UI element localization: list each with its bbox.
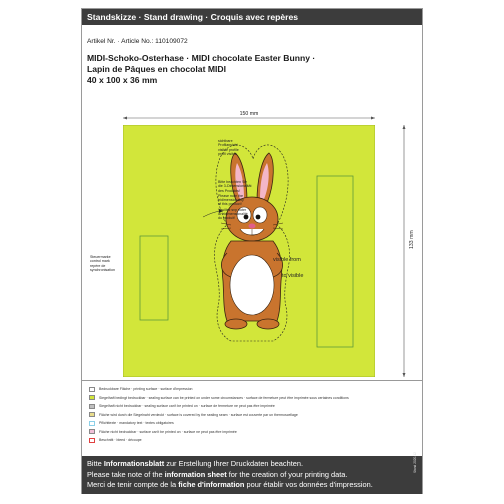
legend-swatch [89,395,95,400]
tridimensionality-note [218,180,262,221]
footer-line-fr [87,480,417,491]
width-dimension [123,111,375,121]
product-dimensions: 40 x 100 x 36 mm [87,75,158,85]
product-titles [87,53,315,86]
right-foot [257,319,279,329]
footer-bar [82,456,422,494]
legend-text: Fläche nicht bedruckbar · surface can't be printed on · surface ne peut pas être imprimée [99,429,237,434]
legend-item [89,385,419,394]
footer-text: Bitte [87,459,104,468]
profile-note-l2: Profilansicht [218,143,238,148]
footer-text: zur Erstellung Ihrer Druckdaten beachten. [164,459,304,468]
legend-swatch [89,412,95,417]
warning-note-l1: Bitte beachten Sie [218,180,248,184]
print-area [123,125,375,377]
footer-text: Please take note of the [87,469,165,479]
footer-text: for the creation of your printing data. [226,469,348,479]
warning-note-l4: Please note the [218,193,243,198]
footer-text: pour établir vos données d'impression. [244,480,373,489]
legend-swatch [89,387,95,392]
control-mark-label-en: control mark [90,259,110,264]
legend-item [89,436,419,445]
legend-item [89,419,419,428]
profile-note [218,139,258,156]
article-number: Artikel Nr. · Article No.: 110109072 [87,38,188,45]
bunny-belly [230,255,274,315]
footer-bold: fiche d'information [178,480,245,489]
warning-note-l3: des Produkts! [218,188,240,193]
warning-note-l5: tridimensionality [218,198,244,203]
legend-swatch [89,421,95,426]
warning-note-l8: la tridimensionalité [218,212,248,217]
legend-swatch [89,429,95,434]
front-visible-label: visible from [273,257,301,263]
control-mark-label-fr1: repère de [90,263,106,268]
legend-text: Bedruckbare Fläche · printing surface · surface d'impression [99,387,193,392]
stand-drawing-sheet [81,8,423,494]
bunny-nose [249,224,256,229]
legend-swatch [89,404,95,409]
control-mark-label-de: Steuermarke [90,255,111,259]
legend [89,385,419,445]
footer-bold: information sheet [164,469,227,479]
legend-text: Siegelhaft nicht bedruckbar · sealing surface can't be printed on · surface de fermeture ne peut pas être imprimée [99,404,275,409]
profile-note-l1: sichtbare [218,139,233,143]
warning-note-l7: Veuillez svp noter [218,207,247,212]
legend-text: Siegelhaft bedingt bedruckbar · sealing surface can be printed on under some circumstances · surface de fermeture peut être imprimée sous certaines conditions [99,395,349,400]
legend-item [89,411,419,420]
profile-note-l4: profil visible [218,151,237,156]
legend-text: Beschnitt · bleed · découpe [99,438,142,443]
footer-bold: Informationsblatt [103,459,165,468]
control-mark-label-fr2: synchronisation [90,267,115,272]
footer-text: Merci de tenir compte de la [87,480,179,489]
height-dimension-line [400,125,408,377]
legend-item [89,394,419,403]
footer-line-en [87,470,417,481]
stand-date: Stand 2020-12 [413,452,417,473]
footer-line-de [87,459,417,470]
legend-divider [82,380,422,381]
legend-item [89,428,419,437]
left-foot [225,319,247,329]
legend-swatch [89,438,95,443]
profile-note-l3: visible profile [218,147,239,152]
legend-item [89,402,419,411]
warning-note-l2: die 3-Dimensionalität [218,184,252,189]
product-title-line2: Lapin de Pâques en chocolat MIDI [87,64,226,74]
warning-note-l9: du produit! [218,216,235,221]
height-label: 133 mm [409,230,415,249]
warning-note-l6: of this product! [218,202,242,207]
legend-text: Pflichttexte · mandatory text · textes obligatoires [99,421,174,426]
product-title-line1: MIDI-Schoko-Osterhase · MIDI chocolate Easter Bunny · [87,53,316,63]
legend-text: Fläche wird durch die Siegelnaht verdeckt · surface is covered by the sealing seam · surface est couverte par un thermoscellage [99,412,298,417]
back-visible-label: to visible [282,273,304,279]
width-label: 150 mm [239,111,259,117]
header-bar: Standskizze · Stand drawing · Croquis avec repères [82,9,422,25]
